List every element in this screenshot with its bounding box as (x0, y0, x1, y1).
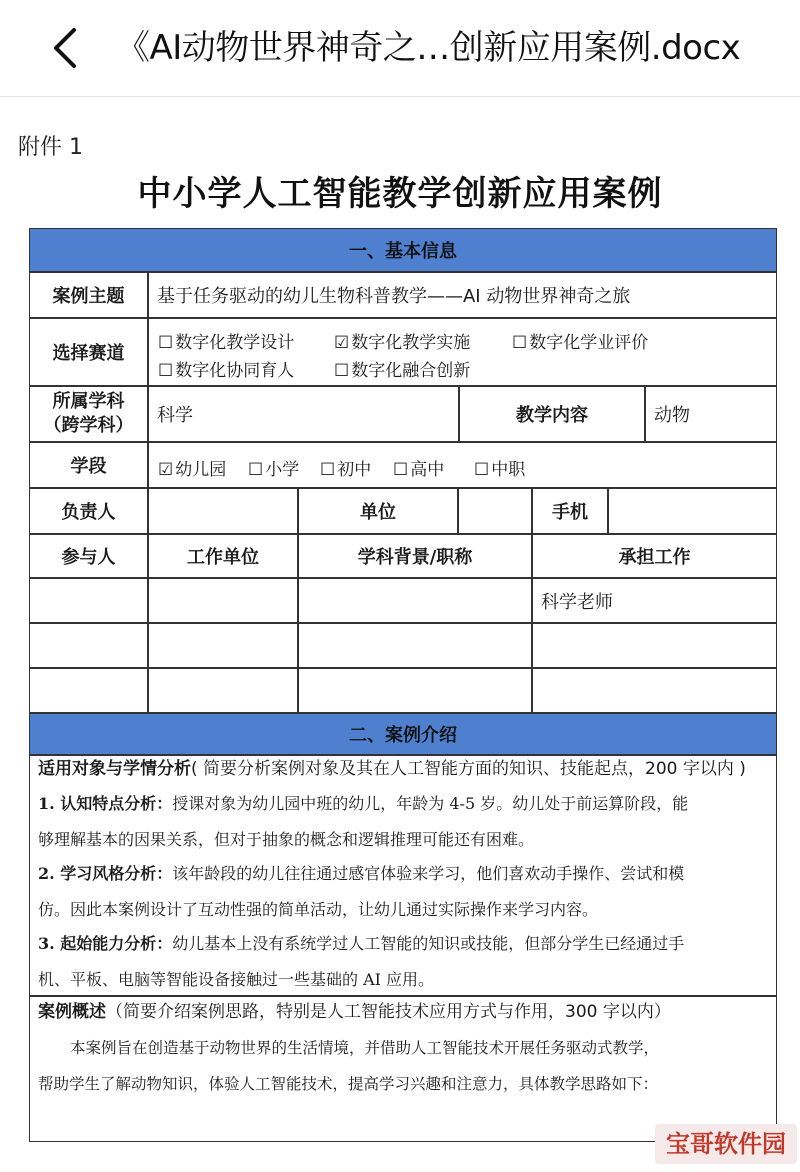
paragraph-cognitive (38, 786, 774, 858)
p1-title: 1. 认知特点分析： (38, 794, 173, 813)
analysis-title: 适用对象与学情分析 (38, 759, 191, 779)
stage-option-3[interactable] (320, 455, 371, 480)
track-option-label: 数字化协同育人 (175, 361, 295, 381)
track-option-label: 数字化融合创新 (351, 361, 471, 381)
checkbox-icon[interactable]: ☐ (248, 460, 264, 480)
section-header-case-intro: 二、案例介绍 (29, 713, 777, 755)
p2-title: 2. 学习风格分析： (38, 864, 173, 883)
overview-line2: 帮助学生了解动物知识，体验人工智能技术，提高学习兴趣和注意力，具体教学思路如下： (38, 1075, 659, 1093)
participant-duty: 科学老师 (532, 578, 777, 623)
document-title: 《AI动物世界神奇之…创新应用案例.docx (116, 28, 741, 68)
stage-label: 学段 (29, 442, 148, 488)
p1-line1: 授课对象为幼儿园中班的幼儿，年龄为 4-5 岁。幼儿处于前运算阶段，能 (172, 794, 689, 813)
p2-line2: 仿。因此本案例设计了互动性强的简单活动，让幼儿通过实际操作来学习内容。 (38, 900, 599, 919)
participant-background (298, 578, 532, 623)
leader-value (148, 488, 298, 534)
participant-workplace (148, 578, 298, 623)
analysis-heading (38, 756, 774, 782)
phone-value (608, 488, 777, 534)
analysis-hint: ( 简要分析案例对象及其在人工智能方面的知识、技能起点，200 字以内 ) (191, 759, 746, 779)
top-bar (0, 0, 800, 97)
stage-option-1[interactable] (158, 455, 226, 480)
participant-duty (532, 668, 777, 713)
watermark-logo: 宝哥软件园 (655, 1124, 797, 1164)
overview-hint: （简要介绍案例思路，特别是人工智能技术应用方式与作用，300 字以内） (106, 1002, 671, 1022)
participant-label: 参与人 (29, 534, 148, 578)
track-label: 选择赛道 (29, 318, 148, 386)
p3-line1: 幼儿基本上没有系统学过人工智能的知识或技能，但部分学生已经通过手 (172, 934, 685, 953)
checkbox-icon[interactable]: ☐ (158, 361, 174, 381)
checkbox-icon[interactable]: ☐ (474, 460, 490, 480)
checkbox-icon[interactable]: ☐ (320, 460, 336, 480)
column-header-background: 学科背景/职称 (298, 534, 532, 578)
phone-label: 手机 (532, 488, 608, 534)
checkbox-checked-icon[interactable]: ☑ (334, 333, 350, 353)
track-option-label: 数字化学业评价 (529, 333, 649, 353)
track-option-label: 数字化教学设计 (175, 333, 295, 353)
checkbox-checked-icon[interactable]: ☑ (158, 460, 174, 480)
unit-label: 单位 (298, 488, 458, 534)
checkbox-icon[interactable]: ☐ (158, 333, 174, 353)
subject-label (29, 386, 148, 442)
paragraph-initial-ability (38, 926, 774, 998)
stage-options-cell (148, 442, 777, 488)
participant-name (29, 578, 148, 623)
participant-background (298, 668, 532, 713)
attachment-label: 附件 1 (18, 135, 83, 160)
checkbox-icon[interactable]: ☐ (512, 333, 528, 353)
stage-option-label: 小学 (265, 460, 300, 480)
p1-line2: 够理解基本的因果关系，但对于抽象的概念和逻辑推理可能还有困难。 (38, 830, 535, 849)
content-value: 动物 (645, 386, 777, 442)
p3-title: 3. 起始能力分析： (38, 934, 173, 953)
page-title: 中小学人工智能教学创新应用案例 (137, 174, 663, 214)
stage-option-label: 高中 (410, 460, 445, 480)
track-option-5[interactable] (334, 356, 470, 381)
track-option-4[interactable] (158, 356, 294, 381)
stage-option-label: 中职 (491, 460, 526, 480)
overview-line1: 本案例旨在创造基于动物世界的生活情境，并借助人工智能技术开展任务驱动式教学， (70, 1039, 660, 1057)
track-option-1[interactable] (158, 328, 294, 353)
paragraph-learning-style (38, 856, 774, 928)
participant-name (29, 668, 148, 713)
participant-duty (532, 623, 777, 668)
unit-value (458, 488, 532, 534)
p2-line1: 该年龄段的幼儿往往通过感官体验来学习，他们喜欢动手操作、尝试和模 (172, 864, 685, 883)
track-option-3[interactable] (512, 328, 648, 353)
subject-label-line1: 所属学科 (52, 391, 125, 412)
participant-background (298, 623, 532, 668)
overview-paragraph (38, 1030, 774, 1102)
stage-option-label: 初中 (337, 460, 372, 480)
column-header-workplace: 工作单位 (148, 534, 298, 578)
stage-option-5[interactable] (474, 455, 525, 480)
checkbox-icon[interactable]: ☐ (334, 361, 350, 381)
track-option-label: 数字化教学实施 (351, 333, 471, 353)
overview-heading (38, 998, 774, 1026)
subject-label-line2: （跨学科） (43, 415, 134, 436)
topic-value: 基于任务驱动的幼儿生物科普教学——AI 动物世界神奇之旅 (148, 272, 777, 318)
track-option-2[interactable] (334, 328, 470, 353)
stage-option-2[interactable] (248, 455, 299, 480)
participant-workplace (148, 623, 298, 668)
chevron-left-icon[interactable] (44, 24, 88, 72)
participant-name (29, 623, 148, 668)
topic-label: 案例主题 (29, 272, 148, 318)
section-header-basic-info: 一、基本信息 (29, 228, 777, 272)
column-header-duty: 承担工作 (532, 534, 777, 578)
overview-title: 案例概述 (38, 1002, 106, 1022)
subject-value: 科学 (148, 386, 459, 442)
p3-line2: 机、平板、电脑等智能设备接触过一些基础的 AI 应用。 (38, 970, 435, 989)
checkbox-icon[interactable]: ☐ (393, 460, 409, 480)
content-label: 教学内容 (459, 386, 645, 442)
stage-option-4[interactable] (393, 455, 444, 480)
back-button[interactable] (44, 24, 88, 72)
participant-workplace (148, 668, 298, 713)
stage-option-label: 幼儿园 (175, 460, 227, 480)
leader-label: 负责人 (29, 488, 148, 534)
